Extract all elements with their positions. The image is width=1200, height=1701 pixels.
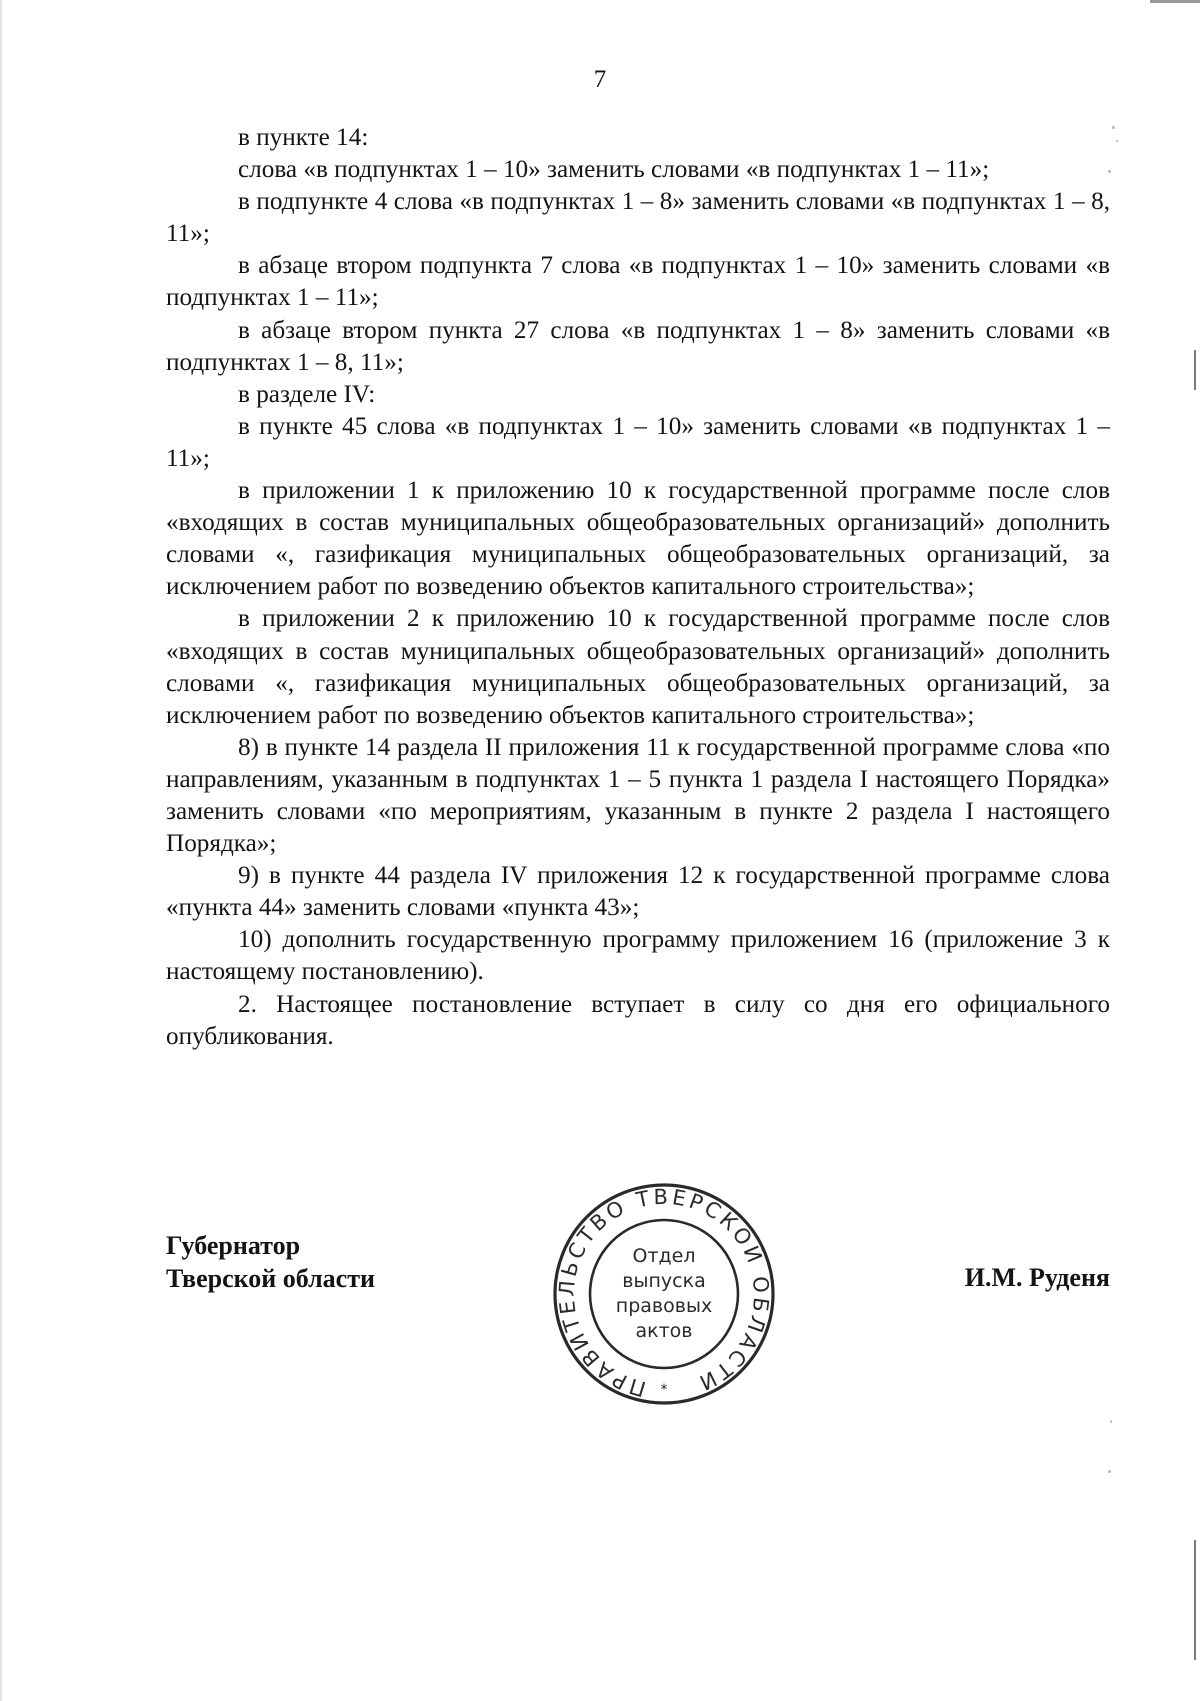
- paragraph: в разделе IV:: [238, 380, 376, 408]
- paragraph: 9) в пункте 44 раздела IV приложения 12 к государственной программе слова «пункта 44» заменить словами «пункта 43»;: [166, 862, 1110, 922]
- signatory-title: Губернатор: [166, 1231, 301, 1260]
- seal-ring-text: ПРАВИТЕЛЬСТВО ТВЕРСКОЙ ОБЛАСТИ: [554, 1184, 774, 1402]
- scan-speck: [1110, 1420, 1112, 1423]
- seal-center-line: правовых: [615, 1295, 713, 1317]
- seal-center-line: выпуска: [622, 1270, 706, 1292]
- document-body: [166, 122, 1110, 1053]
- paragraph: 2. Настоящее постановление вступает в силу со дня его официального опубликования.: [166, 990, 1110, 1050]
- seal-center-line: актов: [635, 1320, 693, 1342]
- paragraph: в абзаце втором пункта 27 слова «в подпунктах 1 – 8» заменить словами «в подпунктах 1 – 8, 11»;: [166, 316, 1110, 376]
- paragraph: 8) в пункте 14 раздела II приложения 11 к государственной программе слова «по направлениям, указанным в подпунктах 1 – 5 пункта 1 раздела I настоящего Порядка» заменить словами «по мероприятиям, указанным в пункте 2 раздела I настоящего Порядка»;: [166, 733, 1110, 858]
- page-number: 7: [593, 66, 607, 93]
- signatory-region: Тверской области: [166, 1264, 375, 1293]
- scan-left-edge: [0, 0, 3, 1701]
- scan-speck: [1108, 1470, 1111, 1473]
- paragraph: в пункте 14:: [238, 124, 369, 151]
- paragraph: в абзаце втором подпункта 7 слова «в подпунктах 1 – 10» заменить словами «в подпунктах 1 – 11»;: [166, 252, 1110, 312]
- scan-top-mark: [1150, 0, 1200, 3]
- scan-right-mark: [1194, 1540, 1196, 1660]
- paragraph: слова «в подпунктах 1 – 10» заменить словами «в подпунктах 1 – 11»;: [238, 156, 990, 184]
- scan-right-mark: [1194, 350, 1196, 390]
- paragraph: в подпункте 4 слова «в подпунктах 1 – 8» заменить словами «в подпунктах 1 – 8, 11»;: [166, 188, 1110, 248]
- paragraph: в приложении 2 к приложению 10 к государственной программе после слов «входящих в состав муниципальных общеобразовательных организаций» дополнить словами «, газификация муниципальных общеобразовательных организаций, за исключением работ по возведению объектов капитального строительства»;: [166, 605, 1110, 729]
- seal-inner-ring: [590, 1220, 738, 1368]
- seal-center-line: Отдел: [632, 1245, 696, 1267]
- scan-speck: [1116, 140, 1118, 142]
- paragraph: в пункте 45 слова «в подпунктах 1 – 10» заменить словами «в подпунктах 1 – 11»;: [166, 412, 1110, 472]
- seal-star: *: [660, 1382, 668, 1398]
- paragraph: 10) дополнить государственную программу приложением 16 (приложение 3 к настоящему постановлению).: [166, 926, 1110, 986]
- scan-speck: [1112, 126, 1115, 129]
- signatory-position: [166, 1229, 375, 1295]
- paragraph: в приложении 1 к приложению 10 к государственной программе после слов «входящих в состав муниципальных общеобразовательных организаций» дополнить словами «, газификация муниципальных общеобразовательных организаций, за исключением работ по возведению объектов капитального строительства»;: [166, 477, 1110, 601]
- official-seal: [550, 1180, 778, 1408]
- signatory-name: И.М. Руденя: [964, 1263, 1110, 1292]
